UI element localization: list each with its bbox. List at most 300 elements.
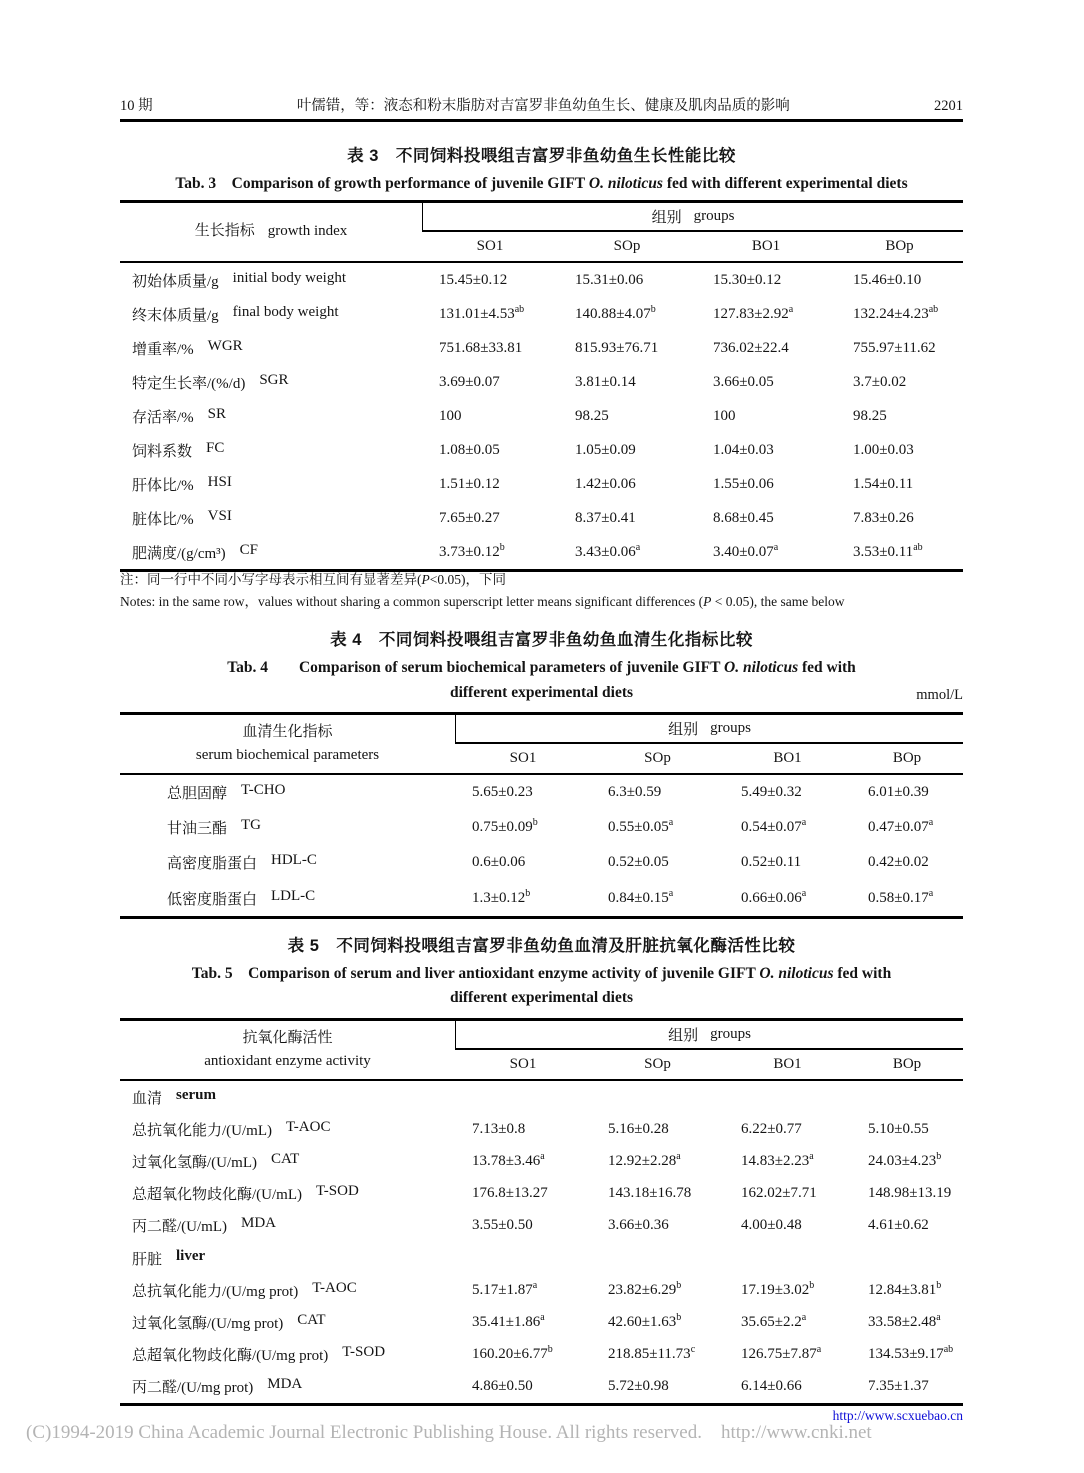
table-row: [120, 775, 963, 810]
table-row: [120, 810, 963, 845]
cell-value: 143.18±16.78: [608, 1185, 692, 1202]
table-row: [120, 1371, 963, 1403]
data-cell: [851, 784, 963, 801]
significance-superscript: b: [525, 887, 531, 899]
cell-value: 5.49±0.32: [741, 784, 802, 801]
cell-value: 126.75±7.87$^a$: [741, 1344, 822, 1363]
data-cell: [422, 303, 558, 323]
row-label-cn: 甘油三酯: [167, 821, 228, 838]
data-cell: [724, 1185, 851, 1202]
significance-superscript: ab: [928, 303, 939, 315]
row-label-cn: 初始体质量/g: [132, 273, 219, 290]
cell-value: 134.53±9.17$^{ab}$: [868, 1344, 954, 1363]
significance-superscript: b: [676, 1311, 682, 1323]
cell-value: 98.25: [853, 407, 887, 424]
column-header-so1: SO1: [509, 750, 537, 766]
cell-value: 148.98±13.19: [868, 1185, 952, 1202]
row-label-cn: 总胆固醇: [167, 786, 228, 803]
data-cell: [851, 1378, 963, 1395]
issue-number: 10 期: [120, 98, 153, 114]
stub-header-cn: 抗氧化酶活性: [242, 1029, 333, 1046]
cell-value: 1.54±0.11: [853, 475, 914, 492]
cell-value: 3.7±0.02: [853, 373, 907, 390]
row-label-cn: 总抗氧化能力/(U/mg prot): [132, 1283, 299, 1300]
cell-value: 218.85±11.73$^c$: [608, 1344, 696, 1363]
significance-superscript: a: [928, 817, 934, 829]
table3-title-en-post: fed with different experimental diets: [662, 175, 908, 192]
header-rule: [120, 119, 963, 122]
significance-superscript: ab: [514, 303, 525, 315]
cell-value: 3.73±0.12$^b$: [439, 541, 505, 560]
table5-title-cn: 表 5 不同饲料投喂组吉富罗非鱼幼鱼血清及肝脏抗氧化酶活性比较: [287, 937, 796, 955]
data-cell: [558, 476, 696, 493]
table-row: [120, 1339, 963, 1371]
data-cell: [558, 442, 696, 459]
data-cell: [696, 510, 836, 527]
data-cell: [724, 1150, 851, 1170]
significance-superscript: b: [650, 303, 656, 315]
table4-title-cn: 表 4 不同饲料投喂组吉富罗非鱼幼鱼血清生化指标比较: [330, 631, 753, 649]
data-cell: [422, 374, 558, 391]
cell-value: 1.00±0.03: [853, 441, 914, 458]
data-cell: [591, 1311, 724, 1331]
cell-value: 7.65±0.27: [439, 509, 500, 526]
data-cell: [724, 1279, 851, 1299]
significance-superscript: a: [668, 817, 674, 829]
data-cell: [455, 1185, 591, 1202]
stub-header-en: antioxidant enzyme activity: [204, 1053, 371, 1069]
row-label-en: LDL-C: [271, 887, 316, 904]
column-header-bop: BOp: [892, 1056, 922, 1072]
data-cell: [724, 1217, 851, 1234]
table-row: [120, 535, 963, 569]
table-row: [120, 1242, 963, 1274]
cell-value: 0.54±0.07$^a$: [741, 817, 807, 836]
significance-superscript: b: [936, 1150, 942, 1162]
cell-value: 24.03±4.23$^b$: [868, 1150, 942, 1169]
journal-url-link[interactable]: http://www.scxuebao.cn: [832, 1408, 963, 1423]
stub-header: [120, 1021, 455, 1079]
data-cell: [851, 819, 963, 836]
cell-value: 3.69±0.07: [439, 373, 500, 390]
running-head: [120, 94, 963, 115]
row-label-cn: 肝体比/%: [132, 477, 194, 494]
column-header-so1: SO1: [509, 1056, 537, 1072]
data-cell: [836, 374, 963, 391]
row-label: [120, 1087, 455, 1108]
note-cn-p: P: [421, 572, 430, 587]
data-cell: [591, 854, 724, 871]
row-label-en: VSI: [207, 507, 232, 524]
cell-value: 160.20±6.77$^b$: [472, 1344, 553, 1363]
cell-value: 1.08±0.05: [439, 441, 500, 458]
row-label: [120, 1183, 455, 1204]
row-label-en: CAT: [297, 1311, 326, 1328]
table5-title-en-line2: [120, 989, 963, 1007]
data-cell: [836, 272, 963, 289]
groups-label-cn: 组别: [668, 722, 699, 738]
row-label-cn: 高密度脂蛋白: [167, 856, 258, 873]
cell-value: 815.93±76.71: [575, 339, 659, 356]
table4-title-en: [120, 655, 963, 677]
data-cell: [558, 374, 696, 391]
column-header-bo1: BO1: [773, 1056, 802, 1072]
table-row: [120, 263, 963, 297]
table5-title-en-pre: Tab. 5 Comparison of serum and liver antioxidant enzyme activity of juvenile GIFT: [191, 965, 760, 982]
column-header-bop: BOp: [885, 238, 914, 254]
cell-value: 42.60±1.63$^b$: [608, 1311, 682, 1330]
data-cell: [591, 784, 724, 801]
data-cell: [558, 303, 696, 323]
note-en-post: < 0.05), the same below: [711, 594, 845, 609]
groups-header: [422, 203, 963, 232]
table4-title-en-line2: [120, 684, 963, 702]
significance-superscript: b: [499, 541, 505, 553]
column-header-bo1: BO1: [751, 238, 781, 254]
row-label-en: HSI: [207, 473, 232, 490]
cell-value: 15.30±0.12: [713, 271, 782, 288]
data-cell: [455, 1279, 591, 1299]
cell-value: 23.82±6.29$^b$: [608, 1279, 682, 1298]
cell-value: 5.16±0.28: [608, 1120, 669, 1137]
data-cell: [696, 541, 836, 561]
stub-header: [120, 715, 455, 773]
row-label-cn: 丙二醛/(U/mL): [132, 1219, 227, 1236]
cell-value: 736.02±22.4: [713, 339, 789, 356]
data-cell: [422, 510, 558, 527]
table-row: [120, 365, 963, 399]
cell-value: 6.3±0.59: [608, 784, 662, 801]
data-cell: [851, 1311, 963, 1331]
significance-superscript: b: [547, 1344, 553, 1356]
table-row: [120, 467, 963, 501]
data-cell: [836, 303, 963, 323]
groups-header: [455, 1021, 963, 1050]
row-label: [120, 406, 422, 427]
row-label-en: SGR: [259, 371, 289, 388]
row-label-en: MDA: [241, 1215, 277, 1232]
significance-superscript: a: [773, 541, 779, 553]
table5-title-en-line2-text: different experimental diets: [449, 989, 634, 1006]
table-row: [120, 881, 963, 916]
data-cell: [558, 272, 696, 289]
cell-value: 6.22±0.77: [741, 1120, 802, 1137]
cell-value: 15.45±0.12: [439, 271, 508, 288]
row-label: [120, 542, 422, 563]
significance-superscript: b: [936, 1279, 942, 1291]
data-cell: [422, 272, 558, 289]
cell-value: 0.42±0.02: [868, 854, 929, 871]
cell-value: 0.58±0.17$^a$: [868, 887, 934, 906]
stub-header-en: serum biochemical parameters: [195, 747, 380, 763]
running-title: 叶儒错，等：液态和粉末脂肪对吉富罗非鱼幼鱼生长、健康及肌肉品质的影响: [296, 98, 790, 114]
cell-value: 7.83±0.26: [853, 509, 914, 526]
table-row: [120, 1145, 963, 1177]
cell-value: 4.00±0.48: [741, 1217, 802, 1234]
stub-header-cn: 生长指标: [194, 223, 255, 240]
cell-value: 4.61±0.62: [868, 1217, 929, 1234]
cell-value: 7.13±0.8: [472, 1120, 526, 1137]
cell-value: 14.83±2.23$^a$: [741, 1150, 814, 1169]
significance-superscript: a: [801, 1311, 807, 1323]
row-label: [120, 508, 422, 529]
cell-value: 3.53±0.11$^{ab}$: [853, 541, 923, 560]
data-cell: [696, 442, 836, 459]
cell-value: 3.43±0.06$^a$: [575, 541, 641, 560]
row-label: [120, 338, 422, 359]
data-cell: [851, 1279, 963, 1299]
table5-title-en-species: O. niloticus: [759, 965, 834, 982]
data-cell: [591, 1279, 724, 1299]
row-label-cn: 总超氧化物歧化酶/(U/mL): [132, 1187, 302, 1204]
groups-label-en: groups: [710, 720, 751, 736]
row-label-en: T-AOC: [312, 1279, 357, 1296]
row-label-en: MDA: [267, 1376, 303, 1393]
data-cell: [591, 1121, 724, 1138]
table4-title-en-pre: Tab. 4 Comparison of serum biochemical parameters of juvenile GIFT: [227, 659, 725, 676]
cell-value: 127.83±2.92$^a$: [713, 303, 794, 322]
data-cell: [422, 442, 558, 459]
data-cell: [422, 541, 558, 561]
significance-superscript: a: [809, 1150, 814, 1162]
table-row: [120, 433, 963, 467]
table3-title-en-pre: Tab. 3 Comparison of growth performance of juvenile GIFT: [175, 175, 589, 192]
table-row: [120, 399, 963, 433]
table-row: [120, 1178, 963, 1210]
table-row: [120, 1081, 963, 1113]
column-header-bo1: BO1: [773, 750, 802, 766]
row-label-en: FC: [206, 439, 225, 456]
cell-value: 35.41±1.86$^a$: [472, 1311, 545, 1330]
data-cell: [422, 476, 558, 493]
row-label-cn: 过氧化氢酶/(U/mL): [132, 1154, 257, 1171]
significance-superscript: a: [635, 541, 641, 553]
data-cell: [558, 510, 696, 527]
column-header-so1: SO1: [476, 238, 504, 254]
data-cell: [851, 1346, 963, 1363]
data-cell: [696, 374, 836, 391]
table5-title-en-post: fed with: [833, 965, 892, 982]
data-cell: [836, 476, 963, 493]
significance-superscript: a: [801, 887, 807, 899]
cell-value: 3.55±0.50: [472, 1217, 533, 1234]
cell-value: 140.88±4.07$^b$: [575, 303, 656, 322]
row-label: [120, 440, 422, 461]
row-label: [120, 1119, 455, 1140]
cell-value: 12.92±2.28$^a$: [608, 1150, 681, 1169]
cell-value: 0.47±0.07$^a$: [868, 817, 934, 836]
cell-value: 0.55±0.05$^a$: [608, 817, 674, 836]
table-row: [120, 1306, 963, 1338]
data-cell: [851, 1185, 963, 1202]
cell-value: 33.58±2.48$^a$: [868, 1311, 941, 1330]
note-en-pre: Notes: in the same row，values without sharing a common superscript letter means significant differences (: [120, 594, 704, 609]
cell-value: 0.66±0.06$^a$: [741, 887, 807, 906]
data-cell: [558, 541, 696, 561]
row-label-cn: 脏体比/%: [132, 511, 194, 528]
table-header: [120, 203, 963, 263]
cell-value: 751.68±33.81: [439, 339, 523, 356]
row-label-cn: 特定生长率/(%/d): [132, 375, 246, 392]
row-label-cn: 存活率/%: [132, 409, 194, 426]
cell-value: 6.01±0.39: [868, 784, 929, 801]
cell-value: 13.78±3.46$^a$: [472, 1150, 545, 1169]
cell-value: 1.05±0.09: [575, 441, 636, 458]
row-label-en: CF: [239, 541, 259, 558]
cell-value: 162.02±7.71: [741, 1185, 817, 1202]
significance-superscript: a: [540, 1311, 545, 1323]
data-cell: [455, 1121, 591, 1138]
row-label-cn: 丙二醛/(U/mg prot): [132, 1380, 254, 1397]
row-label-cn: 肥满度/(g/cm³): [132, 545, 226, 562]
stub-header-cn: 血清生化指标: [242, 723, 333, 740]
row-label-en: WGR: [207, 337, 243, 354]
data-cell: [591, 1378, 724, 1395]
cell-value: 8.68±0.45: [713, 509, 774, 526]
row-label-cn: 总超氧化物歧化酶/(U/mg prot): [132, 1348, 329, 1365]
table-row: [120, 331, 963, 365]
cell-value: 132.24±4.23$^{ab}$: [853, 303, 939, 322]
row-label: [120, 817, 455, 838]
cell-value: 17.19±3.02$^b$: [741, 1279, 815, 1298]
cell-value: 3.66±0.05: [713, 373, 774, 390]
row-label: [120, 1312, 455, 1333]
cell-value: 5.17±1.87$^a$: [472, 1279, 538, 1298]
row-label: [120, 304, 422, 325]
cell-value: 100: [713, 407, 736, 424]
row-label-en: SR: [207, 405, 227, 422]
note-en-p: P: [703, 594, 712, 609]
table-row: [120, 297, 963, 331]
data-cell: [724, 1346, 851, 1363]
significance-superscript: a: [816, 1344, 822, 1356]
table3-growth-performance: [120, 200, 963, 572]
table-row: [120, 501, 963, 535]
table-row: [120, 1274, 963, 1306]
data-cell: [696, 476, 836, 493]
stub-header-en: growth index: [267, 223, 348, 240]
table4-title-en-line2-text: different experimental diets: [449, 684, 634, 701]
row-label: [120, 1344, 455, 1365]
table5-antioxidant-enzyme: [120, 1018, 963, 1406]
significance-superscript: a: [936, 1311, 941, 1323]
data-cell: [455, 1378, 591, 1395]
row-label-cn: 血清: [132, 1090, 163, 1107]
row-label-cn: 过氧化氢酶/(U/mg prot): [132, 1315, 284, 1332]
significance-superscript: c: [690, 1344, 696, 1356]
row-label: [120, 372, 422, 393]
cell-value: 3.40±0.07$^a$: [713, 541, 779, 560]
significance-superscript: a: [676, 1150, 681, 1162]
note-cn-post: <0.05)，下同: [429, 572, 506, 587]
cell-value: 4.86±0.50: [472, 1378, 533, 1395]
row-label-cn: 饲料系数: [132, 443, 193, 460]
groups-label-en: groups: [693, 208, 735, 224]
row-label-en: HDL-C: [271, 852, 317, 869]
data-cell: [836, 442, 963, 459]
data-cell: [851, 854, 963, 871]
data-cell: [696, 303, 836, 323]
groups-header: [455, 715, 963, 744]
row-label: [120, 1248, 455, 1269]
cell-value: 131.01±4.53$^{ab}$: [439, 303, 525, 322]
row-label: [120, 852, 455, 873]
cell-value: 0.52±0.11: [741, 854, 802, 871]
data-cell: [696, 340, 836, 357]
row-label: [120, 782, 455, 803]
column-header-sop: SOp: [644, 1056, 671, 1072]
data-cell: [455, 854, 591, 871]
table3-title-cn: 表 3 不同饲料投喂组吉富罗非鱼幼鱼生长性能比较: [347, 147, 736, 165]
data-cell: [836, 340, 963, 357]
table-row: [120, 1113, 963, 1145]
table-header: [120, 1021, 963, 1081]
cell-value: 15.31±0.06: [575, 271, 644, 288]
row-label-en: liver: [176, 1247, 206, 1264]
column-header-bop: BOp: [892, 750, 922, 766]
data-cell: [558, 408, 696, 425]
data-cell: [455, 819, 591, 836]
cell-value: 100: [439, 407, 462, 424]
data-cell: [696, 272, 836, 289]
data-cell: [836, 408, 963, 425]
cell-value: 1.04±0.03: [713, 441, 774, 458]
table3-title-en: [120, 171, 963, 193]
row-label: [120, 1215, 455, 1236]
row-label-en: initial body weight: [232, 269, 346, 286]
data-cell: [724, 819, 851, 836]
column-header-sop: SOp: [613, 238, 641, 254]
significance-superscript: a: [788, 303, 794, 315]
row-label-cn: 低密度脂蛋白: [167, 891, 258, 908]
table4-title-en-species: O. niloticus: [724, 659, 799, 676]
row-label-en: T-AOC: [286, 1118, 331, 1135]
data-cell: [836, 510, 963, 527]
row-label: [120, 270, 422, 291]
cell-value: 0.6±0.06: [472, 854, 526, 871]
cell-value: 1.3±0.12$^b$: [472, 887, 531, 906]
significance-superscript: a: [540, 1150, 545, 1162]
significance-superscript: ab: [943, 1344, 954, 1356]
cell-value: 5.10±0.55: [868, 1120, 929, 1137]
data-cell: [591, 1217, 724, 1234]
groups-label-en: groups: [710, 1026, 751, 1042]
row-label-en: serum: [176, 1086, 217, 1103]
significance-superscript: b: [532, 817, 538, 829]
cell-value: 6.14±0.66: [741, 1378, 802, 1395]
significance-superscript: b: [809, 1279, 815, 1291]
data-cell: [724, 887, 851, 907]
data-cell: [455, 1217, 591, 1234]
cell-value: 12.84±3.81$^b$: [868, 1279, 942, 1298]
data-cell: [724, 854, 851, 871]
data-cell: [455, 1311, 591, 1331]
row-label: [120, 474, 422, 495]
cell-value: 5.72±0.98: [608, 1378, 669, 1395]
data-cell: [591, 887, 724, 907]
column-header-sop: SOp: [644, 750, 671, 766]
significance-superscript: ab: [913, 541, 923, 553]
data-cell: [591, 819, 724, 836]
data-cell: [591, 1150, 724, 1170]
table4-title-en-post: fed with: [798, 659, 856, 676]
table4-serum-biochemical: [120, 712, 963, 919]
cell-value: 0.84±0.15$^a$: [608, 887, 674, 906]
data-cell: [724, 1311, 851, 1331]
row-label-cn: 增重率/%: [132, 341, 194, 358]
table-row: [120, 1210, 963, 1242]
table3-note-cn: [120, 568, 980, 588]
